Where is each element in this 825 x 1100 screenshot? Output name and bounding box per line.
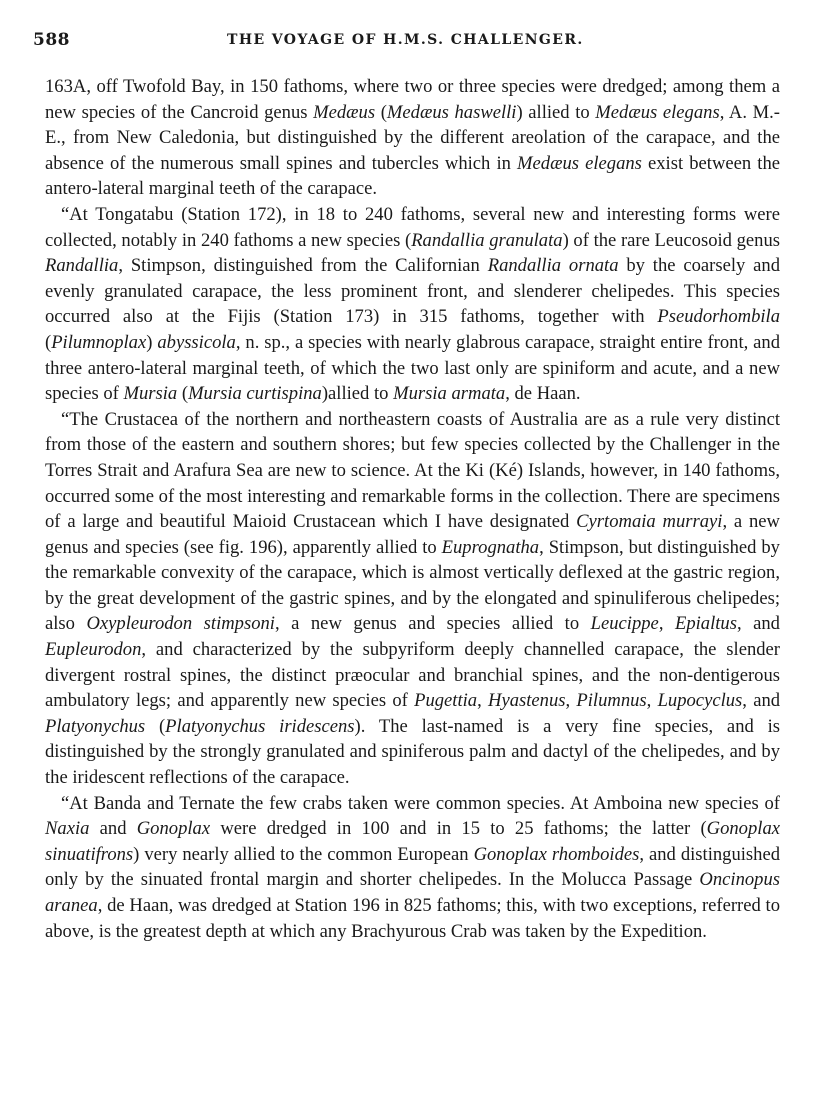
text-run: , de Haan. [505, 383, 581, 405]
italic-taxon-name: Medæus [313, 101, 376, 123]
paragraph-banda-ternate [45, 791, 780, 945]
text-run: , [565, 690, 577, 712]
text-run: , Stimpson, but distinguished by the remarkable convexity of the carapace, which is almost vertically deflexed at the gastric region, by the great development of the gastric spines, and by the elongated and spinuliferous chelipedes; also [45, 536, 780, 635]
italic-taxon-name: Oxypleurodon stimpsoni [86, 613, 275, 635]
text-run: , n. sp., a species with nearly glabrous carapace, straight entire front, and three antero-lateral marginal teeth, of which the two last only are spiniform and acute, and a new species of [45, 331, 781, 405]
italic-taxon-name: Pseudorhombila [657, 306, 780, 328]
italic-taxon-name: Mursia curtispina [188, 383, 322, 405]
italic-taxon-name: Randallia [45, 255, 119, 277]
text-run: , a new genus and species (see fig. 196), apparently allied to [45, 511, 780, 558]
text-run: ( [45, 331, 52, 353]
italic-taxon-name: Oncinopus aranea [45, 869, 780, 916]
text-run: by the coarsely and evenly granulated carapace, the less prominent front, and slenderer chelipedes. This species occurred also at the Fijis (Station 173) in 315 fathoms, together with [45, 255, 780, 328]
italic-taxon-name: Randallia granulata [411, 229, 563, 251]
italic-taxon-name: Gonoplax rhomboides [473, 843, 640, 865]
italic-taxon-name: Euprognatha [441, 536, 540, 558]
italic-taxon-name: Platyonychus iridescens [165, 715, 355, 737]
text-run: “The Crustacea of the northern and northeastern coasts of Australia are as a rule very distinct from those of the eastern and southern shores; but few species collected by the Challenger in the Torres Strait and Arafura Sea are new to science. At the Ki (Ké) Islands, however, in 140 fathoms, occurred some of the most interesting and remarkable forms in the collection. There are specimens of a large and beautiful Maioid Crustacean which I have designated [45, 408, 780, 533]
italic-taxon-name: Pugettia [414, 690, 478, 712]
paragraph-station-163a [45, 74, 780, 202]
text-run: were dredged in 100 and in 15 to 25 fathoms; the latter ( [210, 818, 707, 840]
text-run: “At Tongatabu (Station 172), in 18 to 240 fathoms, several new and interesting forms were collected, notably in 240 fathoms a new species ( [45, 203, 780, 251]
italic-taxon-name: Platyonychus [45, 715, 146, 737]
text-run: 163A, off Twofold Bay, in 150 fathoms, where two or three species were dredged; among them a new species of the Cancroid genus [45, 76, 780, 123]
paragraph-tongatabu [45, 202, 780, 407]
italic-taxon-name: Gonoplax [136, 818, 211, 840]
text-run: exist between the antero-lateral marginal teeth of the carapace. [45, 152, 780, 200]
text-run: ) allied to [516, 101, 596, 123]
text-run: , [477, 690, 489, 712]
text-run: ) of the rare Leucosoid genus [562, 229, 780, 251]
text-run: , [658, 613, 675, 635]
document-page [33, 30, 781, 944]
text-run: , Stimpson, distinguished from the Californian [118, 255, 488, 277]
paragraph-northern-australia [45, 407, 780, 791]
text-run: , and [736, 613, 780, 635]
text-run: ) [146, 331, 158, 353]
running-title: THE VOYAGE OF H.M.S. CHALLENGER. [227, 32, 584, 48]
text-run: , [646, 690, 658, 712]
italic-taxon-name: Pilumnus [576, 690, 647, 712]
italic-taxon-name: Eupleurodon [45, 639, 142, 661]
italic-taxon-name: Mursia armata [393, 383, 506, 405]
text-run: ( [375, 101, 387, 123]
text-run: )allied to [321, 383, 394, 405]
text-run: ( [177, 383, 189, 405]
italic-taxon-name: abyssicola [157, 331, 236, 353]
italic-taxon-name: Lupocyclus [657, 690, 743, 712]
text-run: ( [145, 715, 166, 737]
italic-taxon-name: Naxia [45, 818, 90, 840]
text-run: , de Haan, was dredged at Station 196 in 825 fathoms; this, with two exceptions, referred to above, is the greatest depth at which any Brachyurous Crab was taken by the Expedition. [45, 895, 780, 942]
text-run: , and [742, 690, 781, 712]
text-run: ) very nearly allied to the common European [133, 843, 474, 865]
italic-taxon-name: Cyrtomaia murrayi [576, 511, 723, 533]
italic-taxon-name: Gonoplax sinuatifrons [45, 818, 780, 865]
text-run: , A. M.-E., from New Caledonia, but distinguished by the different areolation of the carapace, and the absence of the numerous small spines and tubercles which in [45, 101, 780, 174]
text-run: , and distinguished only by the sinuated frontal margin and shorter chelipedes. In the Molucca Passage [45, 843, 780, 891]
italic-taxon-name: Randallia ornata [487, 255, 619, 277]
text-run: and [89, 818, 137, 840]
italic-taxon-name: Hyastenus [488, 690, 566, 712]
text-run: ). The last-named is a very fine species, and is distinguished by the strongly granulated and spiniferous palm and dactyl of the chelipedes, and by the iridescent reflections of the carapace. [45, 715, 780, 789]
italic-taxon-name: Medæus elegans [517, 152, 642, 174]
italic-taxon-name: Pilumnoplax [51, 331, 147, 353]
italic-taxon-name: Medæus haswelli [386, 101, 517, 123]
running-header [33, 30, 780, 56]
page-number: 588 [33, 30, 70, 50]
text-run: , a new genus and species allied to [274, 613, 591, 635]
italic-taxon-name: Medæus elegans [595, 101, 720, 123]
italic-taxon-name: Epialtus [674, 613, 737, 635]
text-run: , and characterized by the subpyriform deeply channelled carapace, the slender divergent rostral spines, the distinct præocular and branchial spines, and the non-dentigerous ambulatory legs; and apparently new species of [45, 639, 780, 712]
italic-taxon-name: Mursia [123, 383, 178, 405]
italic-taxon-name: Leucippe [590, 613, 659, 635]
text-run: “At Banda and Ternate the few crabs taken were common species. At Amboina new species of [61, 792, 780, 814]
